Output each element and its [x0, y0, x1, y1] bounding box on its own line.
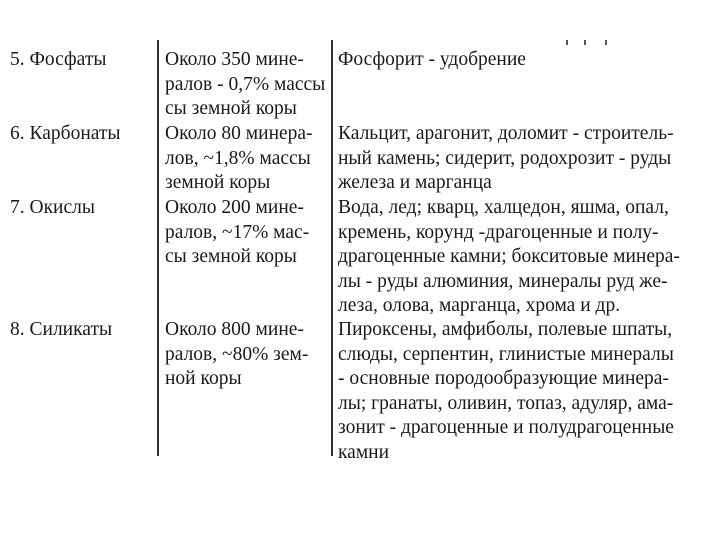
mineral-quantity: Около 200 мине- ралов, ~17% мас- сы земной коры [165, 197, 310, 267]
mineral-examples: Пироксены, амфиболы, полевые шпаты, слюды, серпентин, глинистые минералы - основные породообразующие минера- лы; гранаты, оливин, топаз, адуляр, ама- зонит - драгоценные и полудрагоценные камни [338, 319, 674, 463]
mineral-quantity: Около 800 мине- ралов, ~80% зем- ной коры [165, 319, 309, 389]
top-tick-mark [605, 40, 607, 45]
mineral-class-name: 7. Окислы [10, 197, 95, 218]
mineral-class-name: 5. Фосфаты [10, 49, 107, 70]
top-tick-mark [566, 40, 568, 45]
mineral-examples: Вода, лед; кварц, халцедон, яшма, опал, кремень, корунд -драгоценные и полу- драгоценные камни; бокситовые минера- лы - руды алюминия, минералы руд же- леза, олова, марганца, хрома и др. [338, 197, 680, 316]
mineral-quantity: Около 350 мине- ралов - 0,7% массы сы земной коры [165, 49, 326, 119]
mineral-class-name: 8. Силикаты [10, 319, 113, 340]
mineral-examples: Кальцит, арагонит, доломит - строитель- ный камень; сидерит, родохрозит - руды железа и марганца [338, 123, 674, 193]
top-tick-mark [584, 40, 586, 45]
mineral-examples: Фосфорит - удобрение [338, 49, 526, 70]
mineral-class-name: 6. Карбонаты [10, 123, 121, 144]
column-divider-1 [157, 40, 159, 456]
mineral-quantity: Около 80 минера- лов, ~1,8% массы земной коры [165, 123, 313, 193]
column-divider-2 [331, 40, 333, 456]
minerals-table [0, 40, 720, 463]
